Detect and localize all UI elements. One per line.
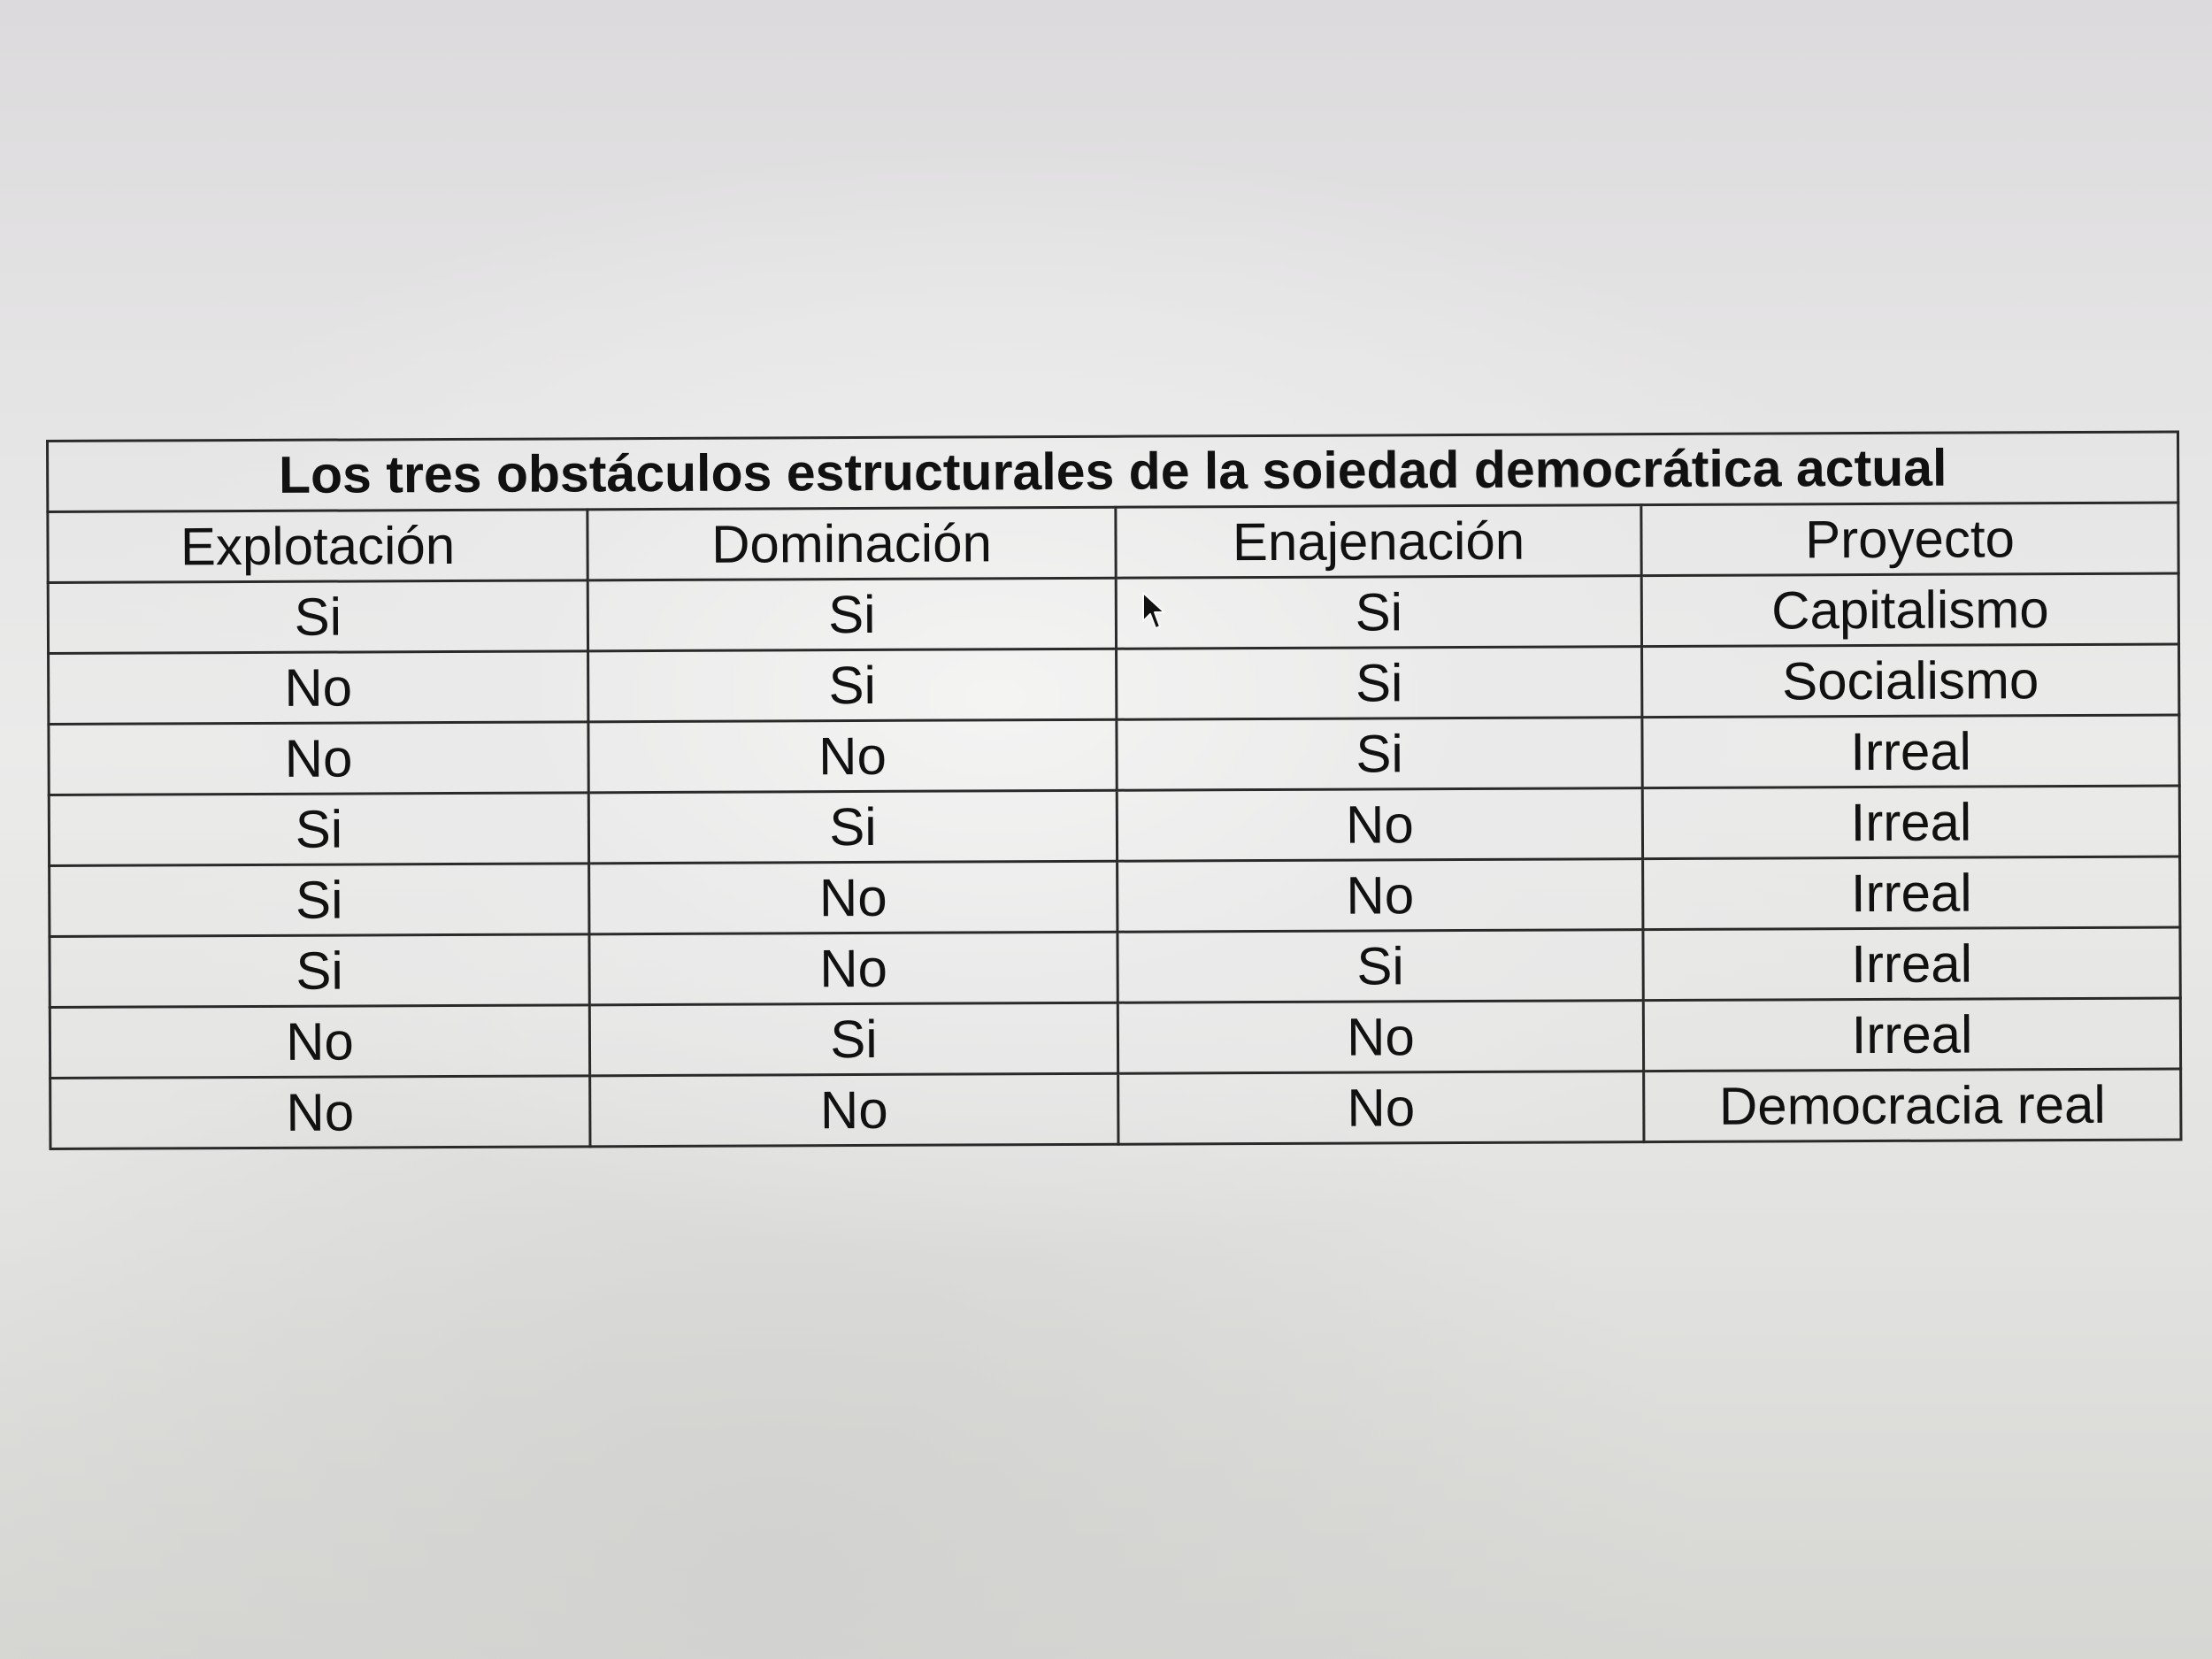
cell-enajenacion: No: [1117, 788, 1642, 862]
cell-explotacion: Si: [50, 864, 589, 937]
cell-explotacion: No: [49, 651, 588, 725]
cell-enajenacion: No: [1118, 859, 1643, 933]
cell-dominacion: Si: [589, 1002, 1118, 1076]
table-row: [50, 1069, 2181, 1149]
table-row: [50, 927, 2180, 1008]
cell-proyecto: Irreal: [1643, 927, 2180, 1001]
cell-proyecto: Irreal: [1643, 998, 2180, 1071]
cell-enajenacion: Si: [1117, 718, 1642, 791]
table-row: [50, 856, 2180, 937]
column-header-dominacion: Dominación: [588, 507, 1116, 580]
column-header-proyecto: Proyecto: [1641, 503, 2178, 576]
cell-explotacion: Si: [49, 793, 588, 866]
cell-proyecto: Democracia real: [1644, 1069, 2181, 1142]
table-header-row: [48, 503, 2178, 583]
table-row: [49, 715, 2179, 795]
mouse-pointer-icon: [1141, 591, 1168, 632]
cell-proyecto: Irreal: [1642, 786, 2179, 859]
cell-enajenacion: Si: [1118, 930, 1643, 1003]
column-header-enajenacion: Enajenación: [1116, 505, 1641, 579]
table-title: Los tres obstáculos estructurales de la soiedad democrática actual: [48, 432, 2178, 512]
cell-enajenacion: No: [1118, 1071, 1644, 1145]
cell-proyecto: Irreal: [1642, 715, 2179, 788]
column-header-explotacion: Explotación: [48, 510, 588, 583]
cell-explotacion: No: [50, 1076, 590, 1149]
cell-dominacion: Si: [588, 790, 1117, 864]
cell-enajenacion: No: [1118, 1001, 1643, 1074]
cell-explotacion: No: [49, 722, 588, 795]
table-title-row: [48, 432, 2178, 512]
cell-dominacion: Si: [588, 578, 1116, 651]
table-row: [48, 573, 2178, 654]
cell-dominacion: No: [589, 932, 1118, 1005]
cell-proyecto: Irreal: [1643, 856, 2180, 930]
cell-enajenacion: Si: [1117, 647, 1642, 720]
cell-explotacion: Si: [48, 580, 588, 654]
table-row: [50, 998, 2180, 1079]
cell-dominacion: No: [588, 719, 1117, 793]
obstacles-table: [46, 430, 2183, 1150]
table-row: [49, 786, 2179, 866]
table-row: [49, 644, 2179, 725]
cell-dominacion: No: [590, 1073, 1118, 1147]
cell-enajenacion: Si: [1116, 576, 1641, 649]
cell-explotacion: No: [50, 1005, 589, 1079]
cell-proyecto: Socialismo: [1642, 644, 2179, 718]
cell-dominacion: No: [589, 861, 1118, 934]
cell-dominacion: Si: [588, 649, 1117, 722]
cell-proyecto: Capitalismo: [1641, 573, 2178, 647]
cell-explotacion: Si: [50, 934, 589, 1008]
